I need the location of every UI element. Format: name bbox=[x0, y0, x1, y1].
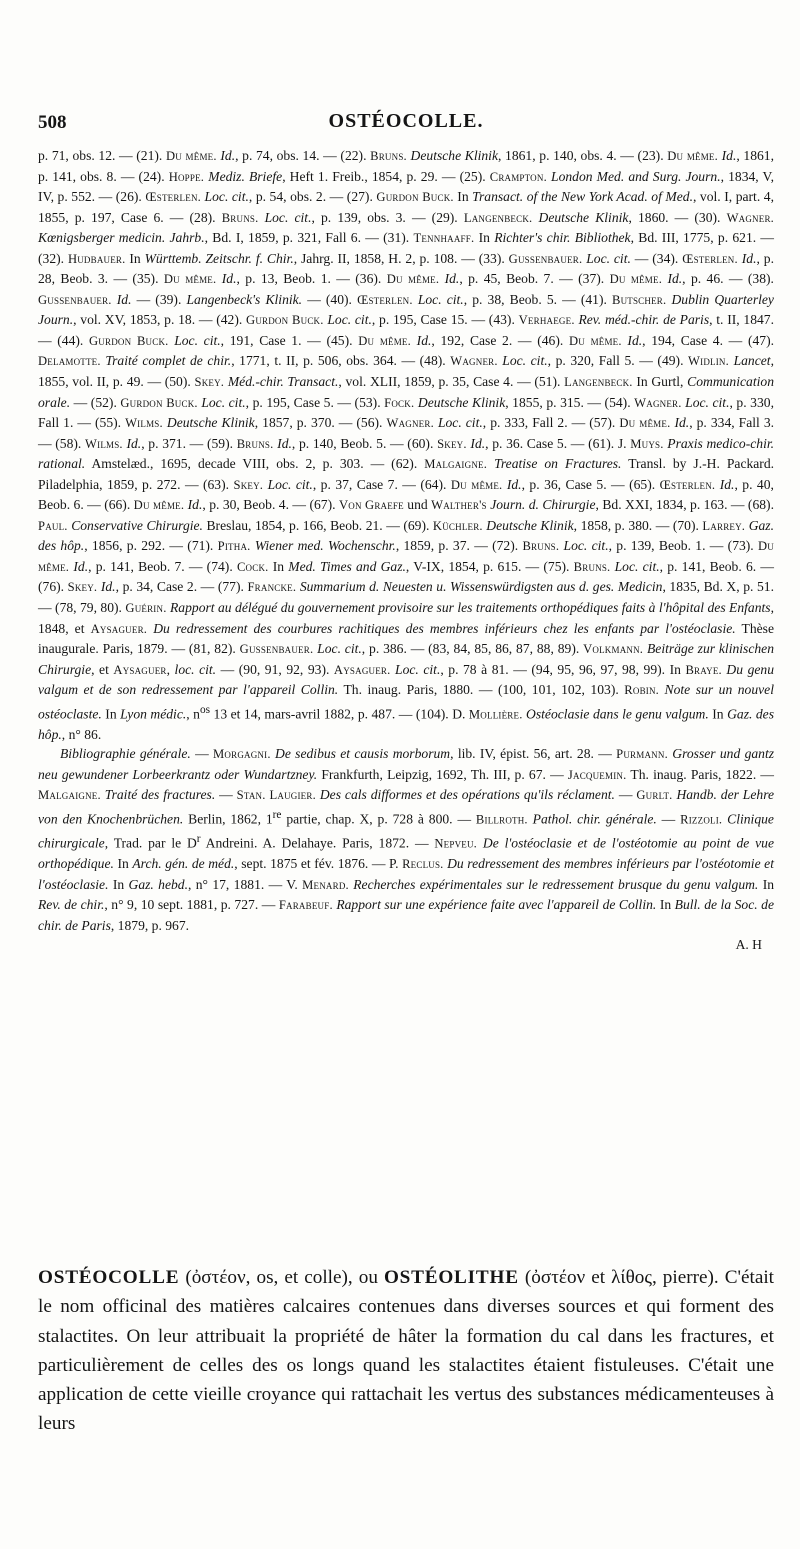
author-signature: A. H bbox=[735, 937, 762, 953]
entry-text: OSTÉOCOLLE (ὀστέον, os, et colle), ou OSTÉOLITHE (ὀστέον et λίθος, pierre). C'était le nom officinal des matières calcaires contenues dans diverses sources et qui forment des stalactites. On leur attribuait la propriété de hâter la formation du cal dans les fractures, et particulièrement de celles des os longs quand les stalactites étaient fistuleuses. C'était une application de cette vieille croyance qui rattachait les vertus des substances médicamenteuses à leurs bbox=[38, 1267, 774, 1435]
general-bibliography: Bibliographie générale. — Morgagni. De sedibus et causis morborum, lib. IV, épist. 56, art. 28. — Purmann. Grosser und gantz neu gewundener Lorbeerkrantz oder Wundartzney. Frankfurth, Leipzig, 1692, Th. III, p. 67. — Jacquemin. Th. inaug. Paris, 1822. — Malgaigne. Traité des fractures. — Stan. Laugier. Des cals difformes et des opérations qu'ils réclament. — Gurlt. Handb. der Lehre von den Knochenbrüchen. Berlin, 1862, 1re partie, chap. X, p. 728 à 800. — Billroth. Pathol. chir. générale. — Rizzoli. Clinique chirurgicale, Trad. par le $D^r$ Andreini. A. Delahaye. Paris, 1872. — Nepveu. De l'ostéoclasie et de l'ostéotomie au point de vue orthopédique. In Arch. gén. de méd., sept. 1875 et fév. 1876. — P. Reclus. Du redressement des membres inférieurs par l'ostéotomie et l'ostéoclasie. In Gaz. hebd., n° 17, 1881. — V. Menard. Recherches expérimentales sur le redressement brusque du genu valgum. In Rev. de chir., n° 9, 10 sept. 1881, p. 727. — Farabeuf. Rapport sur une expérience faite avec l'appareil de Collin. In Bull. de la Soc. de chir. de Paris, 1879, p. 967. bbox=[38, 746, 775, 933]
references-block bbox=[38, 146, 774, 955]
page-number: 508 bbox=[38, 112, 67, 133]
running-title: OSTÉOCOLLE. bbox=[328, 110, 484, 132]
dictionary-entry bbox=[38, 1263, 774, 1439]
reference-list: p. 71, obs. 12. — (21). Du même. Id., p. 74, obs. 14. — (22). Bruns. Deutsche Klinik, 1861, p. 140, obs. 4. — (23). Du même. Id., 1861, p. 141, obs. 8. — (24). Hoppe. Mediz. Briefe, Heft 1. Freib., 1854, p. 29. — (25). Crampton. London Med. and Surg. Journ., 1834, V, IV, p. 552. — (26). Œsterlen. Loc. cit., p. 54, obs. 2. — (27). Gurdon Buck. In Transact. of the New York Acad. of Med., vol. I, part. 4, 1855, p. 197, Case 6. — (28). Bruns. Loc. cit., p. 139, obs. 3. — (29). Langenbeck. Deutsche Klinik, 1860. — (30). Wagner. Kœnigsberger medicin. Jahrb., Bd. I, 1859, p. 321, Fall 6. — (31). Tennhaaff. In Richter's chir. Bibliothek, Bd. III, 1775, p. 621. — (32). Hudbauer. In Württemb. Zeitschr. f. Chir., Jahrg. II, 1858, H. 2, p. 108. — (33). Gussenbauer. Loc. cit. — (34). Œsterlen. Id., p. 28, Beob. 3. — (35). Du même. Id., p. 13, Beob. 1. — (36). Du même. Id., p. 45, Beob. 7. — (37). Du même. Id., p. 46. — (38). Gussenbauer. Id. — (39). Langenbeck's Klinik. — (40). Œsterlen. Loc. cit., p. 38, Beob. 5. — (41). Butscher. Dublin Quarterley Journ., vol. XV, 1853, p. 18. — (42). Gurdon Buck. Loc. cit., p. 195, Case 15. — (43). Verhaege. Rev. méd.-chir. de Paris, t. II, 1847. — (44). Gurdon Buck. Loc. cit., 191, Case 1. — (45). Du même. Id., 192, Case 2. — (46). Du même. Id., 194, Case 4. — (47). Delamotte. Traité complet de chir., 1771, t. II, p. 506, obs. 364. — (48). Wagner. Loc. cit., p. 320, Fall 5. — (49). Widlin. Lancet, 1855, vol. II, p. 49. — (50). Skey. Méd.-chir. Transact., vol. XLII, 1859, p. 35, Case 4. — (51). Langenbeck. In Gurtl, Communication orale. — (52). Gurdon Buck. Loc. cit., p. 195, Case 5. — (53). Fock. Deutsche Klinik, 1855, p. 315. — (54). Wagner. Loc. cit., p. 330, Fall 1. — (55). Wilms. Deutsche Klinik, 1857, p. 370. — (56). Wagner. Loc. cit., p. 333, Fall 2. — (57). Du même. Id., p. 334, Fall 3. — (58). Wilms. Id., p. 371. — (59). Bruns. Id., p. 140, Beob. 5. — (60). Skey. Id., p. 36. Case 5. — (61). J. Muys. Praxis medico-chir. rational. Amstelæd., 1695, decade VIII, obs. 2, p. 303. — (62). Malgaigne. Treatise on Fractures. Transl. by J.-H. Packard. Piladelphia, 1859, p. 272. — (63). Skey. Loc. cit., p. 37, Case 7. — (64). Du même. Id., p. 36, Case 5. — (65). Œsterlen. Id., p. 40, Beob. 6. — (66). Du même. Id., p. 30, Beob. 4. — (67). Von Graefe und Walther's Journ. d. Chirurgie, Bd. XXI, 1834, p. 163. — (68). Paul. Conservative Chirurgie. Breslau, 1854, p. 166, Beob. 21. — (69). Küchler. Deutsche Klinik, 1858, p. 380. — (70). Larrey. Gaz. des hôp., 1856, p. 292. — (71). Pitha. Wiener med. Wochenschr., 1859, p. 37. — (72). Bruns. Loc. cit., p. 139, Beob. 1. — (73). Du même. Id., p. 141, Beob. 7. — (74). Cock. In Med. Times and Gaz., V-IX, 1854, p. 615. — (75). Bruns. Loc. cit., p. 141, Beob. 6. — (76). Skey. Id., p. 34, Case 2. — (77). Francke. Summarium d. Neuesten u. Wissenswürdigsten aus d. ges. Medicin, 1835, Bd. X, p. 51. — (78, 79, 80). Guérin. Rapport au délégué du gouvernement provisoire sur les traitements orthopédiques faits à l'hôpital des Enfants, 1848, et Aysaguer. Du redressement des courbures rachitiques des membres inférieurs chez les enfants par l'ostéoclasie. Thèse inaugurale. Paris, 1879. — (81, 82). Gussenbauer. Loc. cit., p. 386. — (83, 84, 85, 86, 87, 88, 89). Volkmann. Beiträge zur klinischen Chirurgie, et Aysaguer, loc. cit. — (90, 91, 92, 93). Aysaguer. Loc. cit., p. 78 à 81. — (94, 95, 96, 97, 98, 99). In Braye. Du genu valgum et de son redressement par l'appareil Collin. Th. inaug. Paris, 1880. — (100, 101, 102, 103). Robin. Note sur un nouvel ostéoclaste. In Lyon médic., $n^{os}$ 13 et 14, mars-avril 1882, p. 487. — (104). D. Mollière. Ostéoclasie dans le genu valgum. In Gaz. des hôp., n° 86. bbox=[38, 148, 775, 742]
